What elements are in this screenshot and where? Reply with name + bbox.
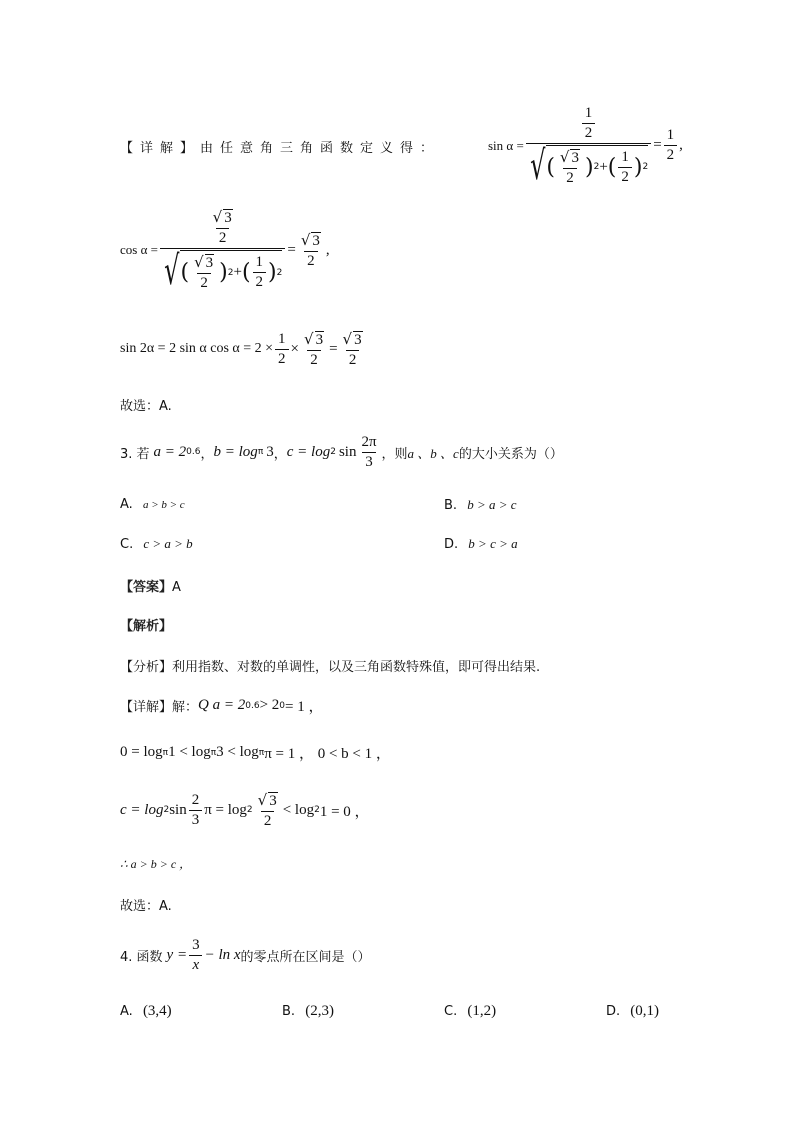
sin-numerator: $\frac{1}{2}$ <box>577 105 601 143</box>
cos-result: $\frac{√ 3}{2}$ <box>300 230 320 269</box>
q3-option-a[interactable]: A. a > b > c <box>120 497 185 512</box>
detail-line-1: 【详解】解： Q a = 2 0.6 > 2 0 = 1 ， <box>120 697 324 715</box>
sin-big-fraction <box>526 105 651 187</box>
q4-option-c[interactable]: C. (1,2) <box>444 1003 497 1019</box>
detail-line-4: ∴ a > b > c ， <box>120 857 192 871</box>
answer-line: 【答案】A <box>120 580 181 595</box>
sin-label: sin α = <box>488 137 524 153</box>
fenxi-text: 【分析】利用指数、对数的单调性，以及三角函数特殊值，即可得出结果. <box>120 660 541 675</box>
q3-option-d[interactable]: D. b > c > a <box>444 536 518 552</box>
q3-option-c[interactable]: C. c > a > b <box>120 536 193 552</box>
detail-line-3: c = log 2 sin $\frac{2}{3}$ π = log 2 $\frac{√ 3}{2}$ < log 2 1 = 0 ， <box>120 790 370 829</box>
cos-alpha-formula: cos α = $\frac{√ 3}{2}$ √ ( $\frac{√ 3}{2}$ ) 2 + ( $\frac{1}{2}$ ) 2 = $\frac{√ 3}{2}$ , <box>120 208 330 294</box>
analysis-label: 【解析】 <box>120 619 173 634</box>
sin2a-formula: sin 2α = 2 sin α cos α = 2 × $\frac{1}{2}$ × $\frac{√ 3}{2}$ = $\frac{√ 3}{2}$ <box>120 329 362 368</box>
sin-result: $\frac{1}{2}$ <box>664 127 678 164</box>
q4-option-b[interactable]: B. (2,3) <box>282 1003 334 1019</box>
cos-big-fraction: $\frac{√ 3}{2}$ √ ( $\frac{√ 3}{2}$ ) 2 + ( $\frac{1}{2}$ ) 2 <box>160 208 285 292</box>
choose-a-2: 故选：A. <box>120 899 172 914</box>
detail-heading: 【详解】由任意角三角函数定义得： <box>120 141 441 156</box>
q4-option-a[interactable]: A. (3,4) <box>120 1003 172 1019</box>
q4-option-d[interactable]: D. (0,1) <box>606 1003 660 1019</box>
detail-line-2: 0 = log π 1 < log π 3 < log π π = 1 ， 0 < b < 1 ， <box>120 744 391 762</box>
question-3: 3. 若 a = 2 0.6 ， b = log π 3 ， c = log 2 sin $\frac{2\pi}{3}$ ，则 a 、b 、c 的大小关系为（） <box>120 433 563 470</box>
cos-label: cos α = <box>120 242 158 257</box>
question-4: 4. 函数 y = $\frac{3}{x}$ − ln x 的零点所在区间是（） <box>120 936 371 973</box>
sin-denominator: √ ( $\frac{√ 3}{2}$ ) 2 + ( $\frac{1}{2}$ ) 2 <box>526 143 651 187</box>
sin-alpha-formula: sin α = $\frac{1}{2}$ √ ( $\frac{√ 3}{2}$ ) 2 + ( $\frac{1}{2}$ ) 2 = $\frac{1}{2}$ , <box>488 104 683 189</box>
q3-option-b[interactable]: B. b > a > c <box>444 497 517 513</box>
choose-a-1: 故选：A. <box>120 399 172 414</box>
